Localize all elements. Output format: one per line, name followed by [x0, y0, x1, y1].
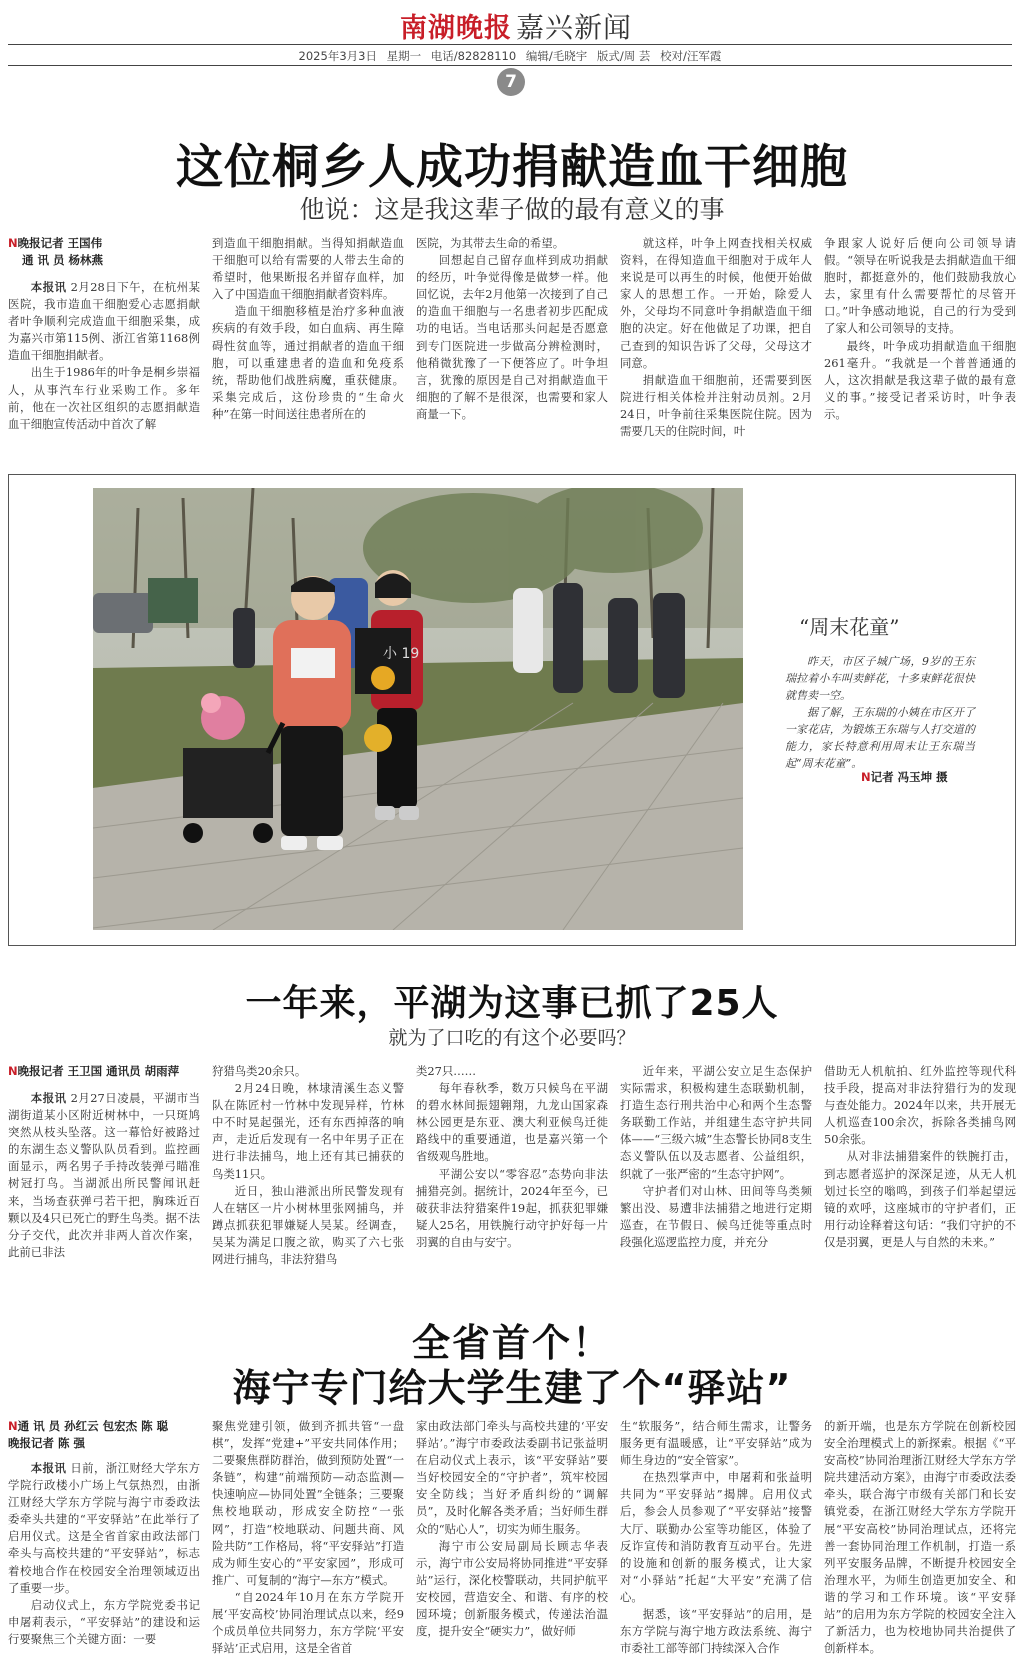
paragraph: 医院，为其带去生命的希望。 — [416, 236, 565, 250]
paragraph: 类27只…… — [416, 1064, 477, 1078]
article1-byline: N晚报记者 王国伟 — [8, 236, 103, 250]
sign-text: 小 19 — [383, 646, 420, 662]
article2-headline: 一年来，平湖为这事已抓了25人 — [245, 983, 779, 1024]
photo-section — [8, 474, 1016, 946]
paragraph: 近日，独山港派出所民警发现有人在辖区一片小树林里张网捕鸟，并蹲点抓获犯罪嫌疑人吴某。经调查，吴某为满足口腹之欲，购买了六七张网进行捕鸟，非法狩猎鸟 — [212, 1183, 404, 1267]
photo-caption-title: “周末花童” — [799, 615, 900, 639]
paragraph: 争跟家人说好后便向公司领导请假。“领导在听说我是去捐献造血干细胞时，都挺意外的，他们鼓励我放心去，家里有什么需要帮忙的尽管开口。”叶争感动地说，自己的行为受到了家人和公司领导的支持。 — [824, 236, 1016, 336]
paragraph: 捐献造血干细胞前，还需要到医院进行相关体检并注射动员剂。2月24日，叶争前往采集医院住院。因为需要几天的住院时间，叶 — [620, 372, 812, 439]
article3-column — [8, 1418, 200, 1662]
article3-byline: N通 讯 员 孙红云 包宏杰 陈 聪 — [8, 1419, 169, 1433]
paragraph: 2月24日晚，林埭清溪生态义警队在陈匠村一竹林中发现异样，竹林中不时晃起强光，还有东西掉落的响声，走近后发现有一名中年男子正在进行非法捕鸟，地上还有其已捕获的鸟类11只。 — [212, 1081, 404, 1181]
article2-column — [8, 1063, 200, 1275]
article3-headline-line1: 全省首个！ — [411, 1321, 612, 1365]
article3-byline: 晚报记者 陈 强 — [8, 1436, 86, 1450]
news-photo — [93, 488, 743, 930]
article2-column — [620, 1063, 812, 1275]
page-number-badge: 7 — [497, 68, 525, 96]
article1-column — [824, 235, 1016, 445]
paragraph: 聚焦党建引领，做到齐抓共管“一盘棋”，发挥“党建+”平安共同体作用；二要聚焦群防群治，做到预防处置“一条链”，构建“前端预防—动态监测—快速响应—协同处置”全链条；三要聚焦校地联动，形成安全防控“一张网”，打造“校地联动、问题共商、风险共防”工作格局，将“平安驿站”打造成为师生安心的“平安家园”，形成可推广、可复制的“海宁—东方”模式。 — [212, 1419, 404, 1587]
paragraph: 最终，叶争成功捐献造血干细胞261毫升。“我就是一个普普通通的人，这次捐献是我这辈子做的最有意义的事。”接受记者采访时，叶争表示。 — [824, 338, 1016, 421]
paragraph: 本报讯 日前，浙江财经大学东方学院行政楼小广场上气氛热烈，由浙江财经大学东方学院与海宁市委政法委牵头共建的“平安驿站”在此举行了启用仪式。这是全省首家由政法部门牵头与高校共建的“平安驿站”，标志着校地合作在校园安全治理领域迈出了重要一步。 — [8, 1461, 200, 1595]
paragraph: 在热烈掌声中，申屠莉和张益明共同为“平安驿站”揭牌。启用仪式后，参会人员参观了“平安驿站”接警大厅、联勤办公室等功能区，体验了反诈宣传和消防教育互动平台。先进的设施和创新的服务模式，让大家对“小驿站”托起“大平安”充满了信心。 — [620, 1470, 812, 1604]
masthead-info — [8, 48, 1012, 64]
n-logo-icon: N — [8, 1419, 18, 1433]
article1-column — [212, 235, 404, 445]
n-logo-icon: N — [8, 1064, 18, 1078]
photo-illustration — [93, 488, 743, 930]
article3-column — [212, 1418, 404, 1662]
paragraph: 近年来，平湖公安立足生态保护实际需求，积极构建生态联勤机制，打造生态行刑共治中心和两个生态警务联勤工作站，并组建生态守护共同体——“三级六城”生态警长协同8支生态义警队伍以及志愿者、公益组织，织就了一张严密的“生态守护网”。 — [620, 1064, 812, 1181]
paragraph: “自2024年10月在东方学院开展‘平安高校’协同治理试点以来，经9个成员单位共同努力，东方学院‘平安驿站’正式启用，这是全省首 — [212, 1589, 404, 1656]
paragraph: 狩猎鸟类20余只。 — [212, 1064, 307, 1078]
proof-credit: 校对/汪军霞 — [660, 49, 722, 63]
caption-paragraph: 昨天，市区子城广场，9岁的王东瑞拉着小车叫卖鲜花，十多束鲜花很快就售卖一空。 — [785, 655, 975, 702]
contact-phone: 电话/82828110 — [430, 49, 517, 63]
paragraph: 生“软服务”，结合师生需求，让警务服务更有温暖感，让“平安驿站”成为师生身边的“安全管家”。 — [620, 1419, 812, 1468]
article2-body — [8, 1063, 1016, 1275]
paragraph: 的新开端，也是东方学院在创新校园安全治理模式上的新探索。根据《“平安高校”协同治理浙江财经大学东方学院共建活动方案》，由海宁市委政法委牵头，联合海宁市级有关部门和长安镇党委，在浙江财经大学东方学院开展“平安高校”协同治理试点，还将完善一套协同治理工作机制，打造一系列平安服务品牌，不断提升校园安全治理水平，为师生创造更加安全、和谐的学习和工作环境。该“平安驿站”的启用为东方学院的校园安全注入了新活力，也为校地协同共治提供了创新样本。 — [824, 1419, 1016, 1656]
masthead-rule — [8, 65, 1012, 66]
paragraph: 造血干细胞移植是治疗多种血液疾病的有效手段，如白血病、再生障碍性贫血等，通过捐献者的造血干细胞，可以重建患者的造血和免疫系统，帮助他们战胜病魔，重获健康。采集完成后，这份珍贵的“生命火种”在第一时间送往患者所在的 — [212, 304, 404, 421]
article1-headline: 这位桐乡人成功捐献造血干细胞 — [176, 140, 848, 195]
article2-column — [212, 1063, 404, 1275]
article1-column — [8, 235, 200, 445]
layout-credit: 版式/周 芸 — [596, 49, 651, 63]
paragraph: 每年春秋季，数万只候鸟在平湖的碧水林间振翅翱翔，九龙山国家森林公园更是东亚、澳大利亚候鸟迁徙路线中的重要通道，也是嘉兴第一个省级观鸟胜地。 — [416, 1081, 608, 1164]
photo-credit: N记者 冯玉坤 摄 — [861, 770, 948, 784]
paragraph: 守护者们对山林、田间等鸟类频繁出没、易遭非法捕猎之地进行定期巡查，在节假日、候鸟迁徙等重点时段强化巡逻监控力度，并充分 — [620, 1183, 812, 1249]
article3-column — [416, 1418, 608, 1662]
paragraph: 家由政法部门牵头与高校共建的‘平安驿站’。”海宁市委政法委副书记张益明在启动仪式上表示，该“平安驿站”要当好校园安全的“守护者”，筑牢校园安全防线；当好矛盾纠纷的“调解员”，及时化解各类矛盾；当好师生群众的“贴心人”，切实为师生服务。 — [416, 1419, 608, 1536]
article3-headline-line2: 海宁专门给大学生建了个“驿站” — [232, 1366, 792, 1410]
paragraph: 出生于1986年的叶争是桐乡崇福人，从事汽车行业采购工作。多年前，他在一次社区组织的志愿捐献造血干细胞宣传活动中首次了解 — [8, 365, 200, 431]
paragraph: 就这样，叶争上网查找相关权威资料，在得知造血干细胞对于成年人来说是可以再生的时候，他便开始做家人的思想工作。一开始，除爱人外，父母均不同意叶争捐献造血干细胞的决定。好在他做足了功课，把自己查到的知识告诉了父母，父母这才同意。 — [620, 236, 812, 370]
paragraph: 平湖公安以“零容忍”态势向非法捕猎亮剑。据统计，2024年至今，已破获非法狩猎案件19起，抓获犯罪嫌疑人25名，用铁腕行动守护好每一片羽翼的自由与安宁。 — [416, 1166, 608, 1249]
editor-credit: 编辑/毛晓宇 — [525, 49, 588, 63]
article1-body — [8, 235, 1016, 445]
n-logo-icon: N — [861, 770, 871, 784]
article3-body — [8, 1418, 1016, 1662]
issue-date: 2025年3月3日 — [298, 49, 377, 63]
paragraph: 本报讯 2月27日凌晨，平湖市当湖街道某小区附近树林中，一只斑鸠突然从枝头坠落。这一幕恰好被路过的东湖生态义警队队员看到。监控画面显示，两名男子手持改装弹弓瞄准树冠打鸟。当湖派出所民警闻讯赶来，当场查获弹弓若干把，胸珠近百颗以及4只已死亡的野生鸟类。据不法分子交代，此次并非两人首次作案，此前已非法 — [8, 1091, 200, 1259]
section-title: 嘉兴新闻 — [516, 11, 633, 44]
article1-column — [416, 235, 608, 445]
photo-caption — [785, 653, 975, 772]
article3-column — [620, 1418, 812, 1662]
article1-byline: 通 讯 员 杨林燕 — [22, 253, 104, 267]
article2-byline: N晚报记者 王卫国 通讯员 胡雨萍 — [8, 1064, 180, 1078]
paragraph: 据悉，该“平安驿站”的启用，是东方学院与海宁地方政法系统、海宁市委社工部等部门持续深入合作 — [620, 1607, 812, 1656]
caption-paragraph: 据了解，王东瑞的小姨在市区开了一家花店，为锻炼王东瑞与人打交道的能力，家长特意利用周末让王东瑞当起“周末花童”。 — [785, 706, 975, 770]
article2-column — [416, 1063, 608, 1275]
article2-subheadline: 就为了口吃的有这个必要吗？ — [388, 1027, 636, 1049]
n-logo-icon: N — [8, 236, 18, 250]
paragraph: 回想起自己留存血样到成功捐献的经历，叶争觉得像是做梦一样。他回忆说，去年2月他第一次接到了自己的造血干细胞与一名患者初步匹配成功的电话。当电话那头问起是否愿意到专门医院进一步做高分辨检测时，他稍微犹豫了一下便答应了。叶争坦言，犹豫的原因是自己对捐献造血干细胞的了解不是很深，也需要和家人商量一下。 — [416, 253, 608, 421]
paragraph: 借助无人机航拍、红外监控等现代科技手段，提高对非法狩猎行为的发现与查处能力。2024年以来，共开展无人机巡查100余次，拆除各类捕鸟网50余张。 — [824, 1064, 1016, 1147]
paragraph: 本报讯 2月28日下午，在杭州某医院，我市造血干细胞爱心志愿捐献者叶争顺利完成造血干细胞采集，成为嘉兴市第115例、浙江省第1168例造血干细胞捐献者。 — [8, 280, 200, 363]
article2-column — [824, 1063, 1016, 1275]
paragraph: 到造血干细胞捐献。当得知捐献造血干细胞可以给有需要的人带去生命的希望时，他果断报名并留存血样，加入了中国造血干细胞捐献者资料库。 — [212, 236, 404, 302]
issue-weekday: 星期一 — [386, 49, 422, 63]
masthead — [8, 4, 1012, 64]
masthead-rule — [8, 44, 1012, 45]
article3-column — [824, 1418, 1016, 1662]
paragraph: 海宁市公安局副局长顾志华表示，海宁市公安局将协同推进“平安驿站”运行，深化校警联动，共同护航平安校园，营造安全、和谐、有序的校园环境；创新服务模式，传递法治温度，提升安全“硬实力”，做好师 — [416, 1538, 608, 1639]
paragraph: 从对非法捕猎案件的铁腕打击，到志愿者巡护的深深足迹，从无人机划过长空的嗡鸣，到孩子们举起望远镜的欢呼，这座城市的守护者们，正用行动诠释着这句话：“我们守护的不仅是羽翼，更是人与自然的未来。” — [824, 1149, 1016, 1249]
article1-subheadline: 他说：这是我这辈子做的最有意义的事 — [299, 195, 725, 224]
article1-column — [620, 235, 812, 445]
newspaper-logo: 南湖晚报 — [400, 13, 512, 44]
paragraph: 启动仪式上，东方学院党委书记申屠莉表示，“平安驿站”的建设和运行要聚焦三个关键方面：一要 — [8, 1597, 200, 1646]
